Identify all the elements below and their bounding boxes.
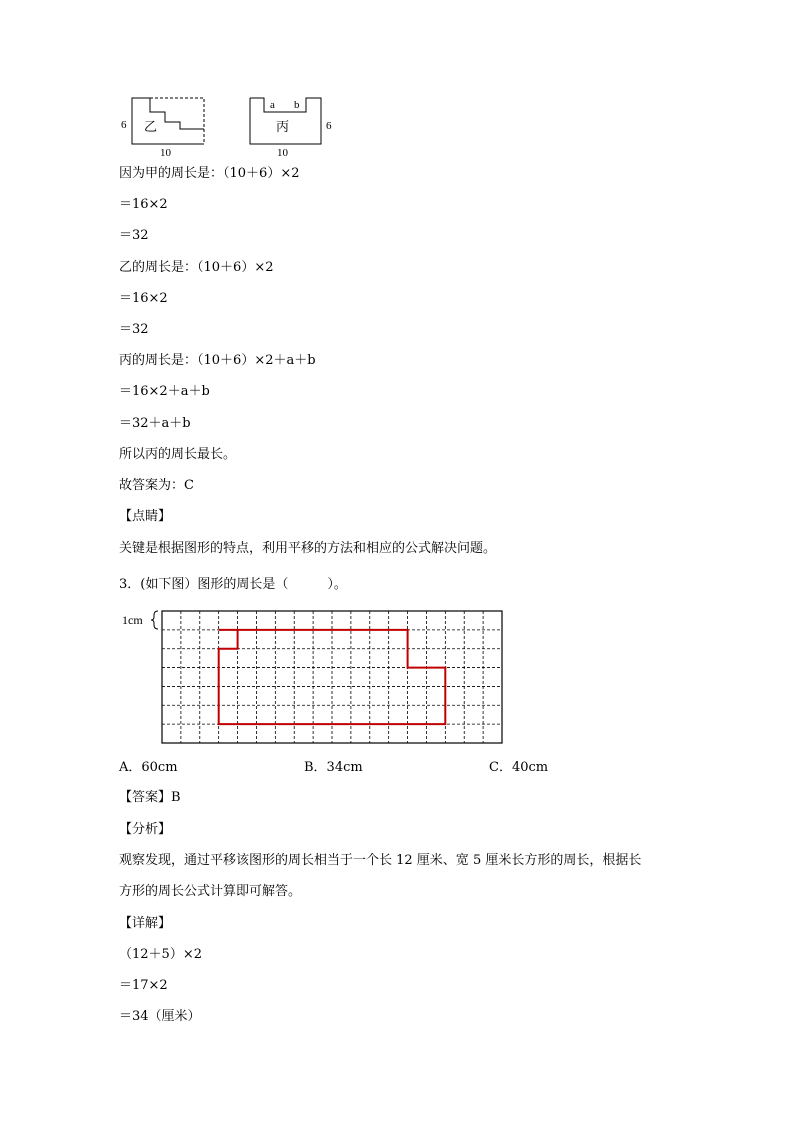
solution-line: 所以丙的周长最长。: [119, 447, 237, 462]
answer-line: 【答案】B: [119, 790, 181, 805]
solution-line: ＝16×2: [119, 291, 168, 306]
question3-stem: 3．(如下图）图形的周长是（ ）。: [119, 577, 347, 592]
analysis-heading: 【分析】: [119, 822, 172, 837]
solution-line: 因为甲的周长是：（10＋6）×2: [119, 166, 300, 181]
detail-line: （12＋5）×2: [119, 947, 202, 962]
solution-line: ＝16×2＋a＋b: [119, 384, 210, 399]
grid-scale-brace: [151, 611, 158, 629]
detail-line: ＝34（厘米）: [119, 1009, 201, 1024]
figure-yi: [132, 98, 204, 144]
figure-bing-label-b: b: [294, 99, 300, 111]
solution-line: 故答案为：C: [119, 478, 194, 493]
option-a: A．60cm: [119, 760, 178, 775]
detail-heading: 【详解】: [119, 916, 172, 931]
figure-bing-label-a: a: [270, 99, 275, 111]
solution-line: ＝32＋a＋b: [119, 416, 191, 431]
figure-bing-width-label: 10: [277, 147, 288, 159]
dianjing-heading: 【点睛】: [119, 509, 172, 524]
option-b: B．34cm: [304, 760, 363, 775]
solution-line: ＝32: [119, 322, 149, 337]
figure-yi-name: 乙: [144, 119, 158, 134]
figure-yi-height-label: 6: [121, 119, 127, 131]
option-c: C．40cm: [489, 760, 549, 775]
grid-figure: [0, 600, 794, 760]
detail-line: ＝17×2: [119, 978, 168, 993]
figure-bing-name: 丙: [276, 119, 290, 134]
shape-figures-top: [0, 0, 794, 160]
grid-scale-label: 1cm: [122, 613, 143, 627]
dianjing-text: 关键是根据图形的特点，利用平移的方法和相应的公式解决问题。: [119, 541, 497, 556]
figure-yi-dashed-edge: [150, 98, 204, 144]
solution-line: ＝16×2: [119, 197, 168, 212]
solution-line: 丙的周长是：（10＋6）×2＋a＋b: [119, 353, 316, 368]
solution-line: ＝32: [119, 228, 149, 243]
figure-bing-height-label: 6: [326, 120, 332, 132]
analysis-text-line: 观察发现，通过平移该图形的周长相当于一个长 12 厘米、宽 5 厘米长方形的周长，根据长: [119, 853, 642, 868]
figure-yi-width-label: 10: [160, 147, 171, 159]
analysis-text-line: 方形的周长公式计算即可解答。: [119, 884, 302, 899]
figure-yi-outline: [132, 98, 204, 144]
solution-line: 乙的周长是：（10＋6）×2: [119, 260, 274, 275]
